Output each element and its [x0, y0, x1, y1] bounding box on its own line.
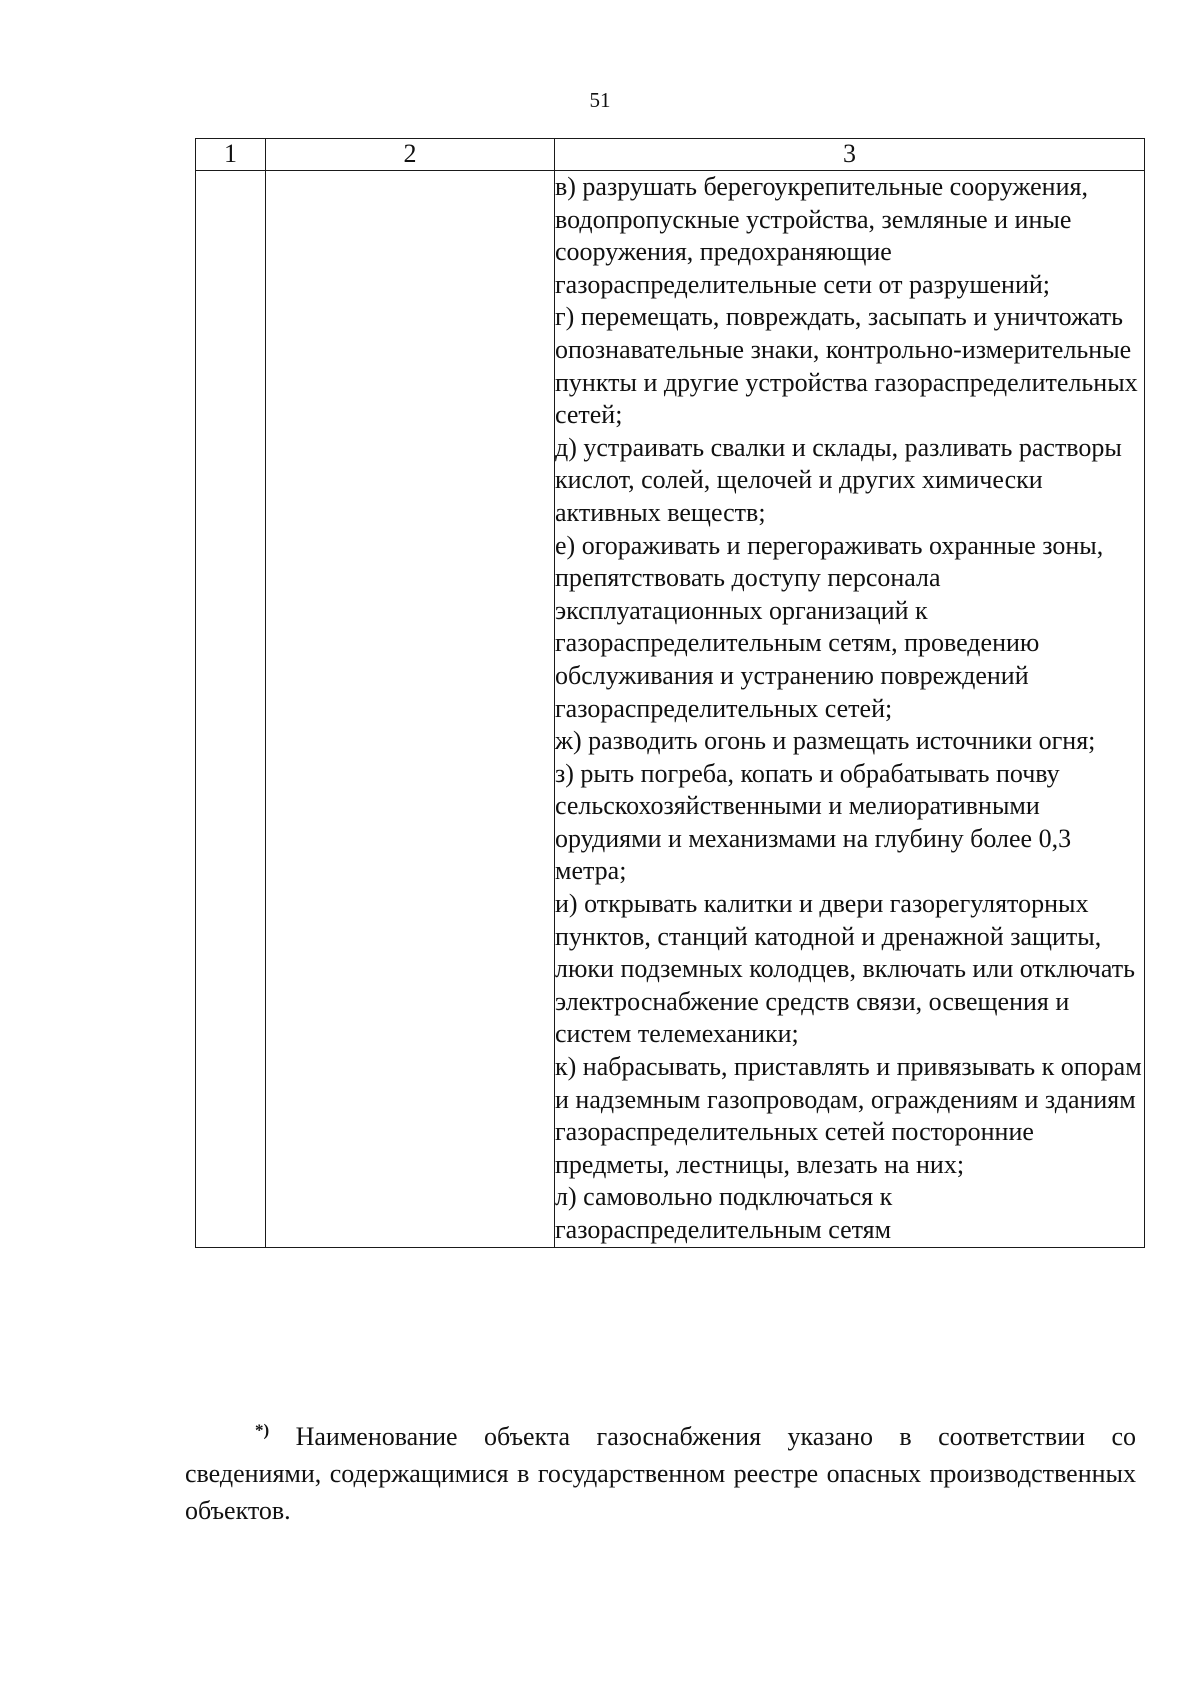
entry-z: з) рыть погреба, копать и обрабатывать почву сельскохозяйственными и мелиоративными орудиями и механизмами на глубину более 0,3 метра; [555, 758, 1072, 886]
entry-g: г) перемещать, повреждать, засыпать и уничтожать опознавательные знаки, контрольно-измерительные пункты и другие устройства газораспределительных сетей; [555, 302, 1138, 430]
entry-zh: ж) разводить огонь и размещать источники огня; [555, 726, 1096, 756]
table-header-row [196, 139, 1145, 171]
footnote-marker: *) [255, 1420, 270, 1440]
table-row [196, 171, 1145, 1248]
column-1-cell [196, 171, 266, 1248]
requirements-table [195, 138, 1145, 1248]
entry-v: в) разрушать берегоукрепительные сооружения, водопропускные устройства, земляные и иные сооружения, предохраняющие газораспределительные сети от разрушений; [555, 172, 1088, 299]
page-number: 51 [589, 88, 611, 112]
column-header-1: 1 [196, 139, 266, 171]
footnote-paragraph [185, 1418, 1136, 1529]
column-2-cell [266, 171, 555, 1248]
footnote [185, 1418, 1136, 1529]
column-header-3: 3 [555, 139, 1145, 171]
footnote-text: Наименование объекта газоснабжения указано в соответствии со сведениями, содержащимися в государственном реестре опасных производственных объектов. [185, 1422, 1136, 1525]
column-3-cell [555, 171, 1145, 1248]
entry-d: д) устраивать свалки и склады, разливать растворы кислот, солей, щелочей и других химически активных веществ; [555, 432, 1122, 527]
entry-l: л) самовольно подключаться к газораспределительным сетям [555, 1182, 893, 1244]
column-header-2: 2 [266, 139, 555, 171]
entry-e: е) огораживать и перегораживать охранные зоны, препятствовать доступу персонала эксплуатационных организаций к газораспределительным сетям, проведению обслуживания и устранению повреждений газораспределительных сетей; [555, 530, 1104, 723]
entry-k: к) набрасывать, приставлять и привязывать к опорам и надземным газопроводам, ограждениям и зданиям газораспределительных сетей посторонние предметы, лестницы, влезать на них; [555, 1052, 1142, 1179]
entry-i: и) открывать калитки и двери газорегуляторных пунктов, станций катодной и дренажной защиты, люки подземных колодцев, включать или отключать электроснабжение средств связи, освещения и систем телемеханики; [555, 889, 1135, 1049]
